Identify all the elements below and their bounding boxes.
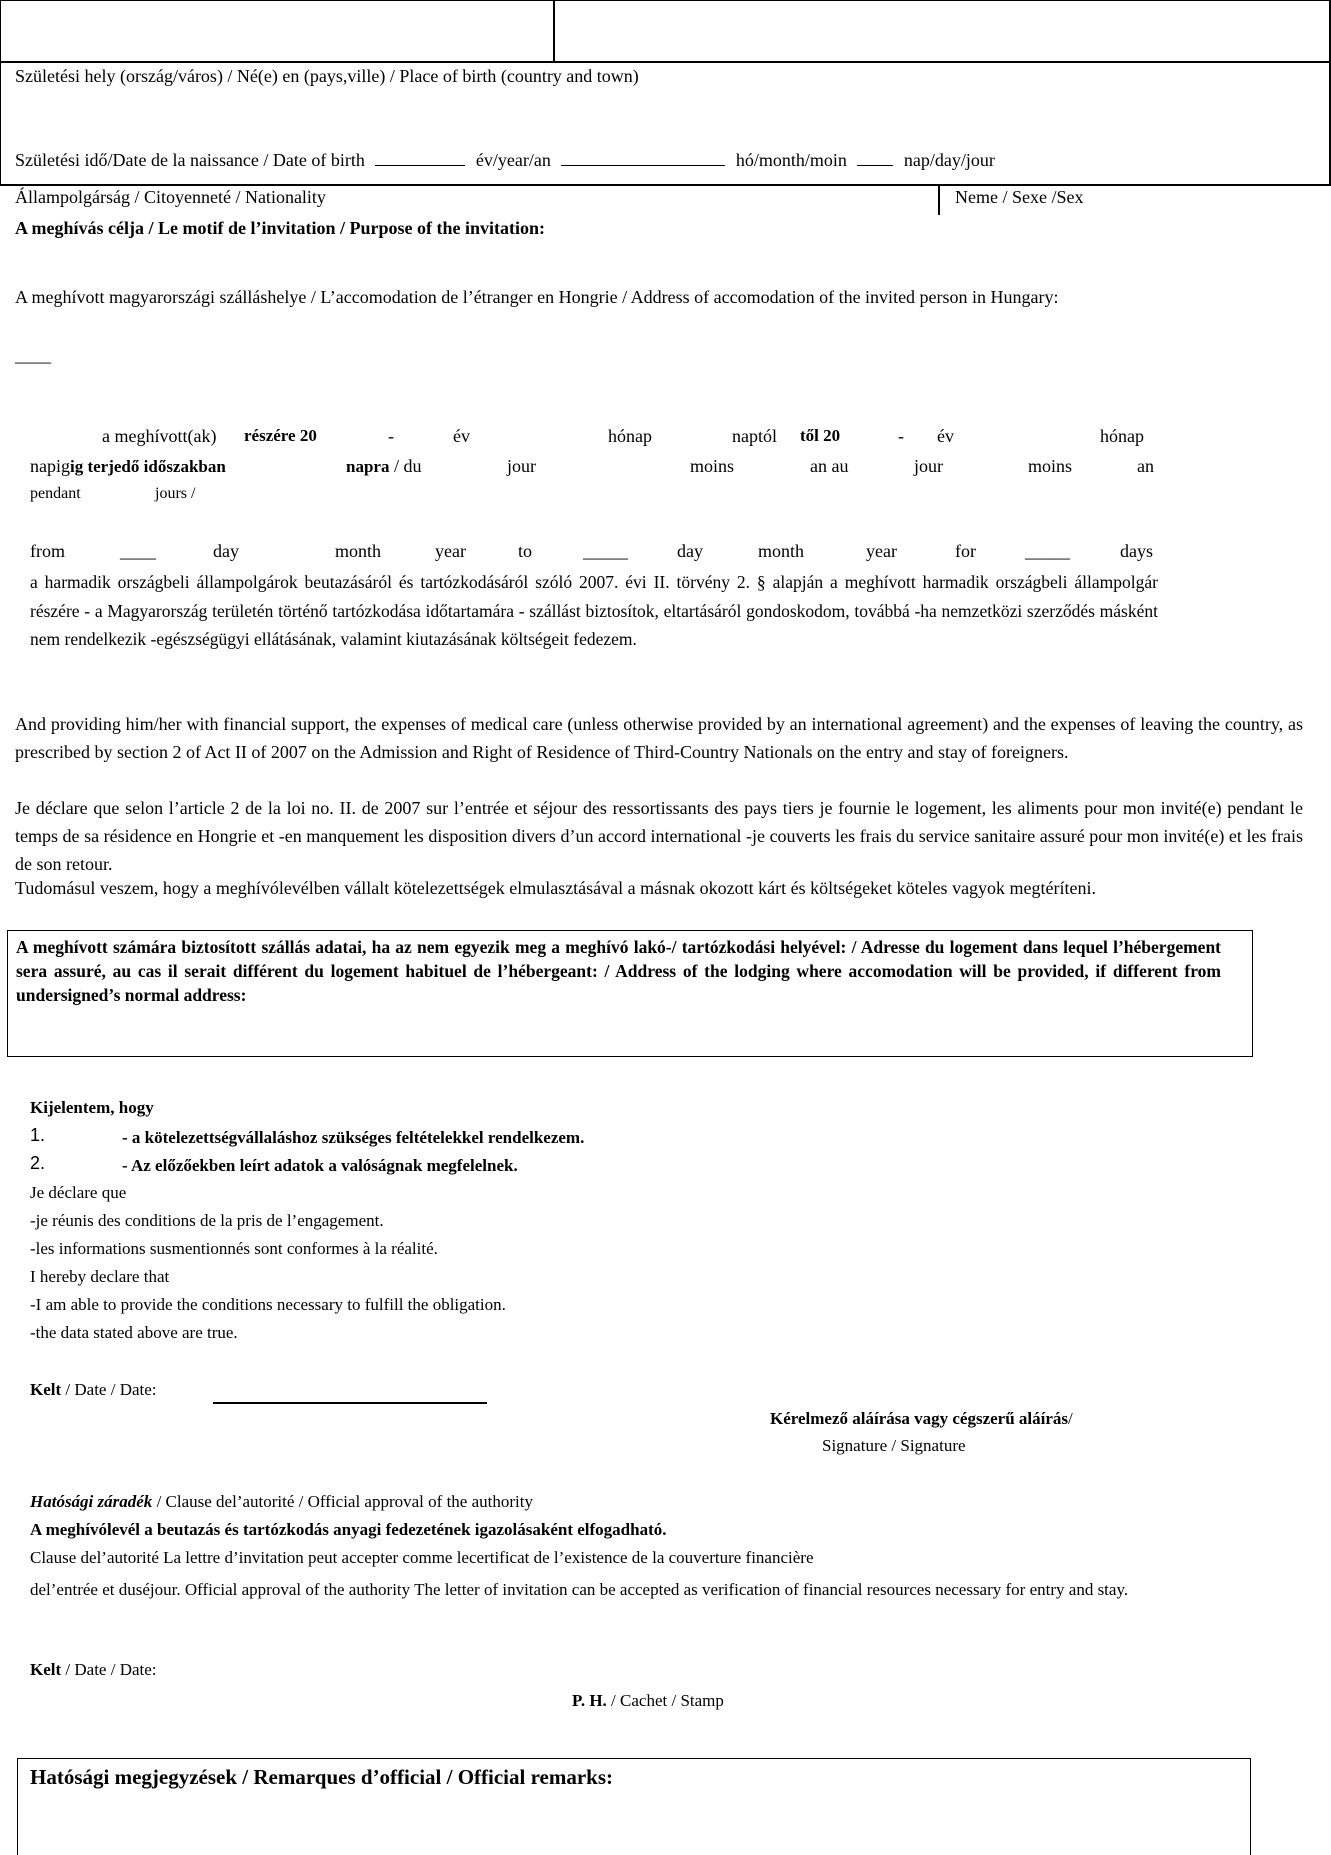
declaration-item-1-num: 1. [30, 1125, 46, 1145]
sex-label: Neme / Sexe /Sex [955, 187, 1084, 207]
lodging-label: A meghívott számára biztosított szállás adatai, ha az nem egyezik meg a meghívó lakó-/ tartózkodási helyével: / Adresse du logement dans lequel l’hébergement sera assuré, au cas il serait différent du logement habituel de l’hébergeant: / Address of the lodging where accomodation will be provided, if different from undersigned’s normal address: [16, 937, 1221, 1005]
en-statement: And providing him/her with financial support, the expenses of medical care (unless otherwise provided by an international agreement) and the expenses of leaving the country, as prescribed by section 2 of Act II of 2007 on the Admission and Right of Residence of Third-Country Nationals on the entry and stay of foreigners. [15, 714, 1303, 762]
declaration-title: Kijelentem, hogy [30, 1098, 154, 1117]
authority-line-4: del’entrée et duséjour. Official approval of the authority The letter of invitation can be accepted as verification of financial resources necessary for entry and stay. [30, 1580, 1129, 1599]
date-1-kelt: Kelt [30, 1380, 62, 1399]
period-napig: napig [30, 456, 70, 476]
date-line-2 [30, 1660, 157, 1680]
stamp-label [572, 1691, 724, 1711]
period-month-1: hónap [608, 426, 652, 446]
period-year-3: year [435, 541, 466, 561]
period-from-blank: ____ [120, 541, 156, 561]
period-for-20: részére 20 [244, 426, 317, 445]
sex-cell-divider [938, 185, 940, 215]
period-month-2: hónap [1100, 426, 1144, 446]
signature-en: Signature / Signature [822, 1436, 966, 1455]
day-blank[interactable] [857, 164, 893, 166]
month-blank[interactable] [561, 164, 725, 166]
declaration-en-1: -I am able to provide the conditions necessary to fulfill the obligation. [30, 1295, 506, 1314]
month-label: hó/month/moin [735, 150, 847, 170]
purpose-label: A meghívás célja / Le motif de l’invitation / Purpose of the invitation: [15, 218, 545, 238]
date-2-label: / Date / Date: [61, 1660, 157, 1679]
period-from: from [30, 541, 65, 561]
top-cell-divider [553, 0, 555, 62]
period-pendant: pendant [30, 485, 81, 502]
accommodation-blank: ____ [15, 345, 51, 365]
nationality-row-divider [0, 184, 1331, 186]
period-month-3: month [335, 541, 382, 561]
period-day-1: day [213, 541, 239, 561]
top-row-divider [0, 61, 1331, 63]
period-napra: napra [346, 457, 390, 476]
day-label: nap/day/jour [903, 150, 995, 170]
period-for-blank: _____ [1025, 541, 1070, 561]
period-jour-1: jour [507, 456, 536, 476]
period-moins-1: moins [690, 456, 735, 476]
fr-statement: Je déclare que selon l’article 2 de la loi no. II. de 2007 sur l’entrée et séjour des ressortissants des pays tiers je fournie le logement, les aliments pour mon invité(e) pendant le temps de sa résidence en Hongrie et -en manquement les disposition divers d’un accord international -je couverts les frais du service sanitaire assuré pour mon invité(e) et les frais de son retour. [15, 798, 1303, 874]
declaration-fr-title: Je déclare que [30, 1183, 127, 1202]
authority-title-rest: / Clause del’autorité / Official approval of the authority [152, 1492, 533, 1511]
year-blank[interactable] [375, 164, 465, 166]
hu-acknowledgement: Tudomásul veszem, hogy a meghívólevélben vállalt kötelezettségek elmulasztásával a másnak okozott kárt és költségeket köteles vagyok megtéríteni. [15, 878, 1097, 898]
period-moins-2: moins [1028, 456, 1073, 476]
declaration-item-2-num: 2. [30, 1153, 46, 1173]
period-dash-2: - [898, 426, 904, 446]
signature-slash: / [1068, 1409, 1073, 1428]
period-du: / du [393, 456, 422, 476]
hu-statement: a harmadik országbeli állampolgárok beutazásáról és tartózkodásáról szóló 2007. évi II. törvény 2. § alapján a meghívott harmadik országbeli állampolgár részére - a Magyarország területén történő tartózkodása időtartamára - szállást biztosítok, eltartásáról gondoskodom, továbbá -ha nemzetközi szerződés másként nem rendelkezik -egészségügyi ellátásának, valamint kiutazásának költségeit fedezem. [30, 572, 1158, 649]
birth-place-label: Születési hely (ország/város) / Né(e) en (pays,ville) / Place of birth (country and town) [15, 66, 639, 86]
period-from-20: től 20 [800, 426, 841, 445]
period-month-4: month [758, 541, 805, 561]
year-label: év/year/an [475, 150, 551, 170]
period-until: ig terjedő időszakban [70, 457, 226, 476]
date-1-label: / Date / Date: [61, 1380, 157, 1399]
date-2-kelt: Kelt [30, 1660, 62, 1679]
declaration-en-title: I hereby declare that [30, 1267, 170, 1286]
period-for: for [955, 541, 976, 561]
period-invited: a meghívott(ak) [102, 426, 217, 446]
period-fromday: naptól [732, 426, 777, 446]
period-an: an [1137, 456, 1154, 476]
period-to: to [518, 541, 533, 561]
declaration-en-2: -the data stated above are true. [30, 1323, 238, 1342]
period-year-4: year [866, 541, 897, 561]
date-1-blank[interactable] [213, 1402, 487, 1404]
authority-line-3: Clause del’autorité La lettre d’invitation peut accepter comme lecertificat de l’existence de la couverture financière [30, 1548, 814, 1567]
authority-bold-line: A meghívólevél a beutazás és tartózkodás anyagi fedezetének igazolásaként elfogadható. [30, 1520, 667, 1539]
period-day-2: day [677, 541, 703, 561]
accommodation-label: A meghívott magyarországi szálláshelye / L’accomodation de l’étranger en Hongrie / Address of accomodation of the invited person in Hungary: [15, 287, 1059, 307]
remarks-label: Hatósági megjegyzések / Remarques d’official / Official remarks: [30, 1765, 614, 1789]
authority-title-hu: Hatósági záradék [30, 1492, 153, 1511]
declaration-fr-1: -je réunis des conditions de la pris de l’engagement. [30, 1211, 384, 1230]
declaration-item-2: - Az előzőekben leírt adatok a valóságnak megfelelnek. [122, 1156, 518, 1175]
table-right-edge [1329, 0, 1331, 186]
period-jour-2: jour [914, 456, 943, 476]
period-anau: an au [810, 456, 849, 476]
stamp-rest: / Cachet / Stamp [606, 1691, 724, 1710]
authority-title [30, 1492, 533, 1512]
declaration-item-1: - a kötelezettségvállaláshoz szükséges feltételekkel rendelkezem. [122, 1128, 585, 1147]
period-dash-1: - [388, 426, 394, 446]
signature-hu [770, 1409, 1073, 1429]
period-to-blank: _____ [583, 541, 628, 561]
period-year-1: év [453, 426, 470, 446]
period-year-2: év [937, 426, 954, 446]
signature-hu-label: Kérelmező aláírása vagy cégszerű aláírás [770, 1409, 1069, 1428]
period-days: days [1120, 541, 1153, 561]
nationality-label: Állampolgárság / Citoyenneté / Nationality [15, 187, 326, 207]
stamp-ph: P. H. [572, 1691, 607, 1710]
period-jours: jours / [155, 485, 196, 502]
date-line-1 [30, 1380, 157, 1400]
birth-date-row [15, 150, 995, 171]
declaration-fr-2: -les informations susmentionnés sont conformes à la réalité. [30, 1239, 438, 1258]
birth-date-label: Születési idő/Date de la naissance / Date of birth [15, 150, 365, 170]
